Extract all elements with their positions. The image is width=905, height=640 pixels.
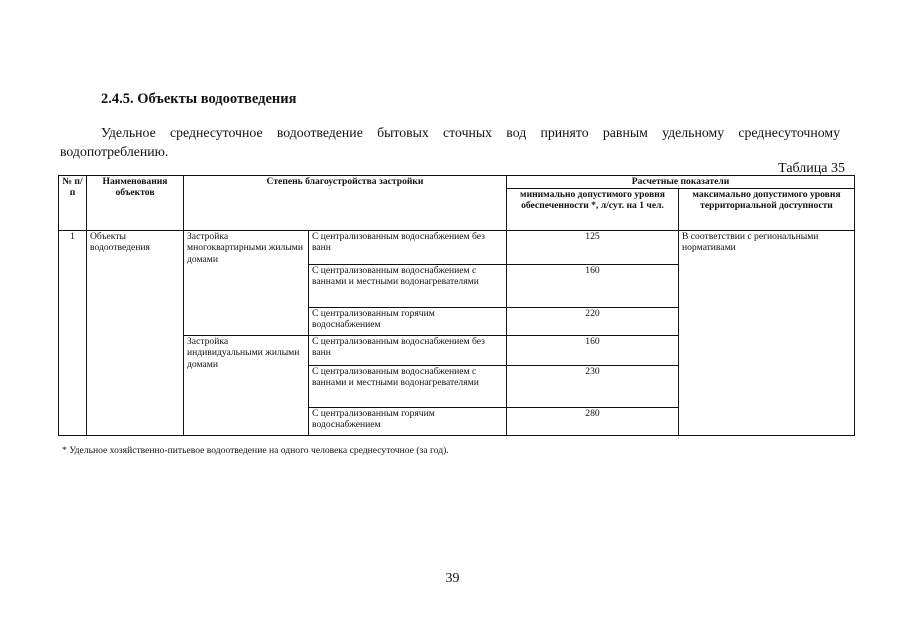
value-cell: 125	[507, 231, 679, 265]
header-indicators: Расчетные показатели	[507, 176, 855, 189]
header-name: Наименования объектов	[87, 176, 184, 231]
header-min: минимально допустимого уровня обеспеченности *, л/сут. на 1 чел.	[507, 189, 679, 231]
value-cell: 280	[507, 408, 679, 436]
improvement-cell: С централизованным горячим водоснабжением	[309, 408, 507, 436]
value-cell: 160	[507, 265, 679, 308]
section-heading: 2.4.5. Объекты водоотведения	[101, 91, 297, 107]
improvement-cell: С централизованным горячим водоснабжением	[309, 308, 507, 336]
value-cell: 230	[507, 366, 679, 408]
wastewater-table	[58, 175, 855, 436]
header-num: № п/п	[59, 176, 87, 231]
footnote: * Удельное хозяйственно-питьевое водоотведение на одного человека среднесуточное (за год).	[62, 445, 449, 456]
improvement-cell: С централизованным водоснабжением без ванн	[309, 231, 507, 265]
header-max: максимально допустимого уровня территориальной доступности	[679, 189, 855, 231]
table-header-row	[59, 176, 855, 189]
page-number: 39	[445, 571, 460, 586]
building-type: Застройка индивидуальными жилыми домами	[184, 336, 309, 436]
object-name: Объекты водоотведения	[87, 231, 184, 436]
improvement-cell: С централизованным водоснабжением без ванн	[309, 336, 507, 366]
value-cell: 220	[507, 308, 679, 336]
table-caption: Таблица 35	[778, 161, 845, 176]
header-degree: Степень благоустройства застройки	[184, 176, 507, 231]
value-cell: 160	[507, 336, 679, 366]
building-type: Застройка многоквартирными жилыми домами	[184, 231, 309, 336]
table-row	[59, 231, 855, 265]
row-number: 1	[59, 231, 87, 436]
improvement-cell: С централизованным водоснабжением с ваннами и местными водонагревателями	[309, 366, 507, 408]
improvement-cell: С централизованным водоснабжением с ваннами и местными водонагревателями	[309, 265, 507, 308]
intro-paragraph: Удельное среднесуточное водоотведение бытовых сточных вод принято равным удельному среднесуточному водопотреблению.	[60, 125, 840, 159]
max-value: В соответствии с региональными нормативами	[679, 231, 855, 436]
